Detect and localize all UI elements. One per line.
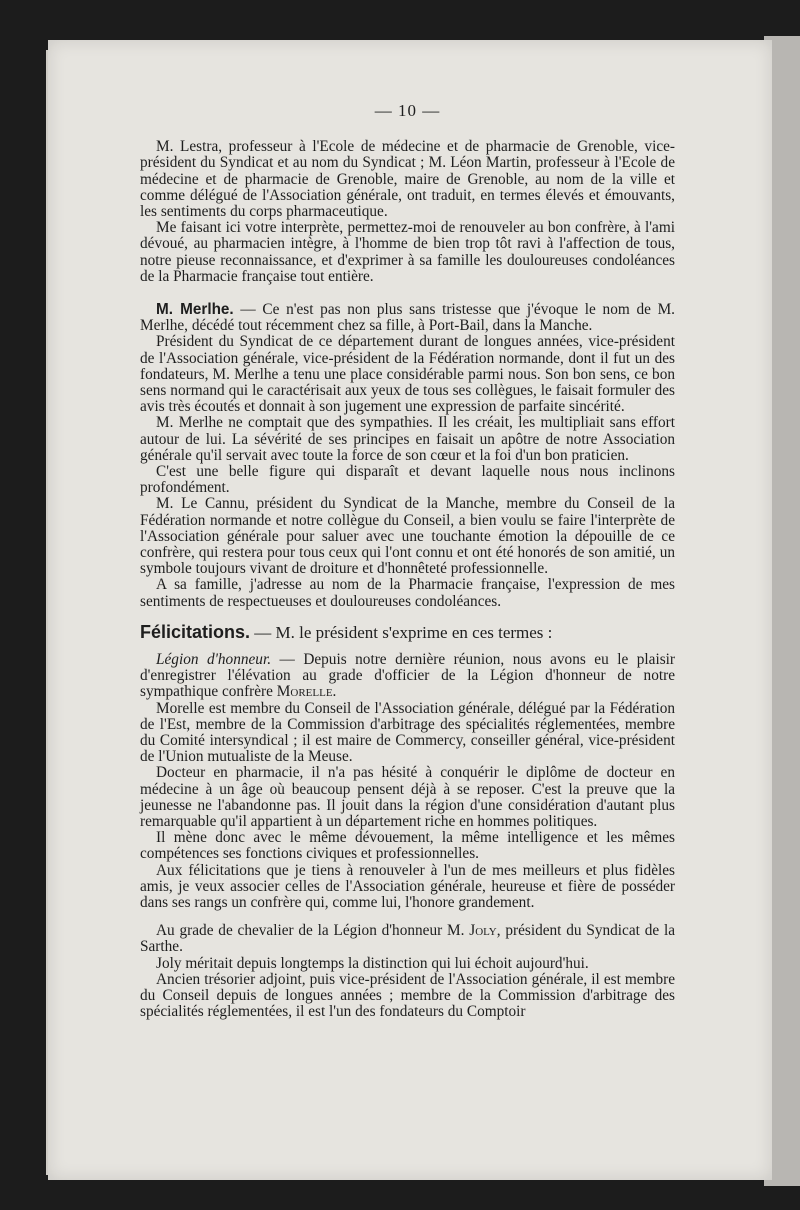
paragraph: Aux félicitations que je tiens à renouveler à l'un de mes meilleurs et plus fidèles amis, je veux associer celles de l'Association générale, heureuse et fière de posséder dans ses rangs un confrère qui, comme lui, l'honore grandement.: [140, 861, 675, 911]
merlhe-lead-text: — Ce n'est pas non plus sans tristesse que j'évoque le nom de M. Merlhe, décédé tout récemment chez sa fille, à Port-Bail, dans la Manche.: [140, 301, 676, 335]
legion-label: Légion d'honneur.: [156, 650, 272, 668]
paragraph: Docteur en pharmacie, il n'a pas hésité à conquérir le diplôme de docteur en médecine à un âge où beaucoup pensent déjà à se reposer. C'est la preuve que la jeunesse ne l'abandonne pas. Il jouit dans la région d'une considération d'autant plus remarquable qu'il appartient à un département riche en hommes politiques.: [140, 764, 675, 830]
section-heading-merlhe: M. Merlhe.: [156, 301, 234, 319]
felicitations-section-lead: [140, 622, 675, 643]
merlhe-section-lead: [140, 302, 675, 334]
paragraph: A sa famille, j'adresse au nom de la Pharmacie française, l'expression de mes sentiments de respectueuses et douloureuses condoléances.: [140, 576, 675, 610]
person-name-morelle: Morelle: [276, 683, 333, 701]
page-content: [140, 103, 675, 1020]
person-name-joly: Joly: [469, 922, 497, 940]
paragraph: Président du Syndicat de ce département durant de longues années, vice-président de l'Association générale, vice-président de la Fédération normande, dont il fut un des fondateurs, M. Merlhe a tenu une place considérable parmi nous. Son bon sens, ce bon sens normand qui le caractérisait aux yeux de tous ses collègues, le faisait formuler des avis très écoutés et donnait à son jugement une expression de parfaite sincérité.: [140, 333, 675, 416]
paragraph: Joly méritait depuis longtemps la distinction qui lui échoit aujourd'hui.: [156, 954, 589, 972]
paragraph: Me faisant ici votre interprète, permettez-moi de renouveler au bon confrère, à l'ami dévoué, au pharmacien intègre, à l'homme de bien trop tôt ravi à l'affection de tous, notre pieuse reconnaissance, et d'exprimer à sa famille les douloureuses condoléances de la Pharmacie française tout entière.: [140, 219, 675, 285]
paragraph: Ancien trésorier adjoint, puis vice-président de l'Association générale, il est membre du Conseil depuis de longues années ; membre de la Commission d'arbitrage des spécialités réglementées, il est l'un des fondateurs du Comptoir: [140, 970, 675, 1021]
paragraph: Il mène donc avec le même dévouement, la même intelligence et les mêmes compétences ses fonctions civiques et professionnelles.: [140, 829, 675, 863]
felicitations-lead-text: — M. le président s'exprime en ces termes :: [250, 622, 553, 642]
paragraph: M. Lestra, professeur à l'Ecole de médecine et de pharmacie de Grenoble, vice-président du Syndicat et au nom du Syndicat ; M. Léon Martin, professeur à l'Ecole de médecine et de pharmacie de Grenoble, maire de Grenoble, au nom de la ville et comme délégué de l'Association générale, ont traduit, en termes élevés et émouvants, les sentiments du corps pharmaceutique.: [140, 138, 675, 221]
section-heading-felicitations: Félicitations.: [140, 621, 251, 642]
paragraph: M. Le Cannu, président du Syndicat de la Manche, membre du Conseil de la Fédération normande et notre collègue du Conseil, a bien voulu se faire l'interprète de l'Association générale pour saluer avec une touchante émotion la dépouille de ce confrère, qui restera pour tous ceux qui l'ont connu et ont été honorés de son amitié, un symbole toujours vivant de droiture et d'honnêteté professionnelle.: [140, 495, 675, 578]
paragraph: M. Merlhe ne comptait que des sympathies. Il les créait, les multipliait sans effort autour de lui. La sévérité de ses principes en faisait un apôtre de notre Association générale qu'il servait avec toute la force de son cœur et la foi d'un bon praticien.: [140, 414, 675, 464]
page-number: — 10 —: [374, 101, 441, 120]
legion-text: — Depuis notre dernière réunion, nous avons eu le plaisir d'enregistrer l'élévation au grade d'officier de la Légion d'honneur de notre sympathique confrère: [140, 650, 675, 701]
joly-text-end: , président du Syndicat de la Sarthe.: [140, 922, 675, 956]
joly-paragraph: [140, 923, 675, 955]
legion-paragraph: [140, 652, 675, 701]
legion-text-end: .: [332, 683, 337, 701]
paragraph: Morelle est membre du Conseil de l'Association générale, délégué par la Fédération de l'Est, membre de la Commission d'arbitrage des spécialités réglementées, membre du Comité intersyndical ; il est maire de Commercy, conseiller général, vice-président de l'Union mutualiste de la Meuse.: [140, 699, 675, 766]
paragraph: C'est une belle figure qui disparaît et devant laquelle nous nous inclinons profondément.: [140, 463, 675, 497]
joly-text: Au grade de chevalier de la Légion d'honneur M.: [156, 922, 470, 940]
